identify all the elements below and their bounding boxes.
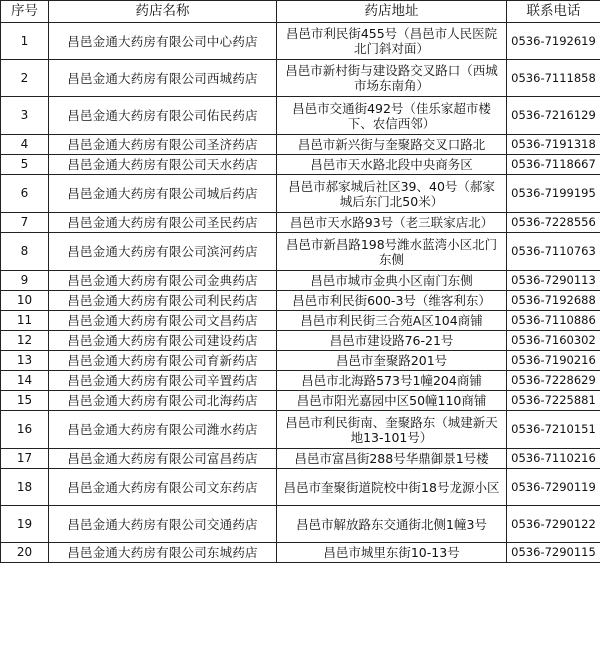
pharmacy-address: 昌邑市天水路93号（老三联家店北） <box>277 213 507 233</box>
pharmacy-name: 昌邑金通大药房有限公司东城药店 <box>49 543 277 563</box>
pharmacy-address: 昌邑市利民街三合苑A区104商铺 <box>277 311 507 331</box>
table-row <box>1 371 600 391</box>
table-row <box>1 391 600 411</box>
phone-number: 0536-7290122 <box>507 506 600 543</box>
table-row <box>1 135 600 155</box>
row-number: 2 <box>1 60 49 97</box>
row-number: 8 <box>1 233 49 271</box>
pharmacy-address: 昌邑市利民街南、奎聚路东（城建新天地13-101号） <box>277 411 507 449</box>
phone-number: 0536-7225881 <box>507 391 600 411</box>
pharmacy-name: 昌邑金通大药房有限公司圣民药店 <box>49 213 277 233</box>
pharmacy-name: 昌邑金通大药房有限公司圣济药店 <box>49 135 277 155</box>
table-row <box>1 213 600 233</box>
phone-number: 0536-7216129 <box>507 97 600 135</box>
header-no: 序号 <box>1 1 49 23</box>
table-row <box>1 291 600 311</box>
row-number: 15 <box>1 391 49 411</box>
pharmacy-address: 昌邑市天水路北段中央商务区 <box>277 155 507 175</box>
pharmacy-name: 昌邑金通大药房有限公司金典药店 <box>49 271 277 291</box>
pharmacy-name: 昌邑金通大药房有限公司辛置药店 <box>49 371 277 391</box>
phone-number: 0536-7210151 <box>507 411 600 449</box>
pharmacy-address: 昌邑市城里东街10-13号 <box>277 543 507 563</box>
row-number: 6 <box>1 175 49 213</box>
pharmacy-name: 昌邑金通大药房有限公司滨河药店 <box>49 233 277 271</box>
table-row <box>1 311 600 331</box>
row-number: 10 <box>1 291 49 311</box>
pharmacy-address: 昌邑市建设路76-21号 <box>277 331 507 351</box>
phone-number: 0536-7290113 <box>507 271 600 291</box>
header-row <box>1 1 600 23</box>
phone-number: 0536-7228556 <box>507 213 600 233</box>
pharmacy-address: 昌邑市新村街与建设路交叉路口（西城市场东南角） <box>277 60 507 97</box>
pharmacy-name: 昌邑金通大药房有限公司西城药店 <box>49 60 277 97</box>
pharmacy-name: 昌邑金通大药房有限公司佑民药店 <box>49 97 277 135</box>
phone-number: 0536-7160302 <box>507 331 600 351</box>
pharmacy-name: 昌邑金通大药房有限公司中心药店 <box>49 23 277 60</box>
pharmacy-address: 昌邑市北海路573号1幢204商铺 <box>277 371 507 391</box>
row-number: 18 <box>1 469 49 506</box>
pharmacy-address: 昌邑市利民街600-3号（维客利东） <box>277 291 507 311</box>
table-row <box>1 411 600 449</box>
table-row <box>1 351 600 371</box>
header-name: 药店名称 <box>49 1 277 23</box>
header-phone: 联系电话 <box>507 1 600 23</box>
phone-number: 0536-7192619 <box>507 23 600 60</box>
phone-number: 0536-7111858 <box>507 60 600 97</box>
row-number: 17 <box>1 449 49 469</box>
table-row <box>1 233 600 271</box>
pharmacy-address: 昌邑市城市金典小区南门东侧 <box>277 271 507 291</box>
phone-number: 0536-7290115 <box>507 543 600 563</box>
row-number: 20 <box>1 543 49 563</box>
row-number: 13 <box>1 351 49 371</box>
table-row <box>1 469 600 506</box>
pharmacy-address: 昌邑市郝家城后社区39、40号（郝家城后东门北50米） <box>277 175 507 213</box>
phone-number: 0536-7110216 <box>507 449 600 469</box>
pharmacy-name: 昌邑金通大药房有限公司潍水药店 <box>49 411 277 449</box>
row-number: 19 <box>1 506 49 543</box>
phone-number: 0536-7110886 <box>507 311 600 331</box>
table-row <box>1 155 600 175</box>
pharmacy-address: 昌邑市利民街455号（昌邑市人民医院北门斜对面） <box>277 23 507 60</box>
pharmacy-address: 昌邑市阳光嘉园中区50幢110商铺 <box>277 391 507 411</box>
row-number: 4 <box>1 135 49 155</box>
phone-number: 0536-7192688 <box>507 291 600 311</box>
pharmacy-name: 昌邑金通大药房有限公司天水药店 <box>49 155 277 175</box>
table-body <box>1 23 600 563</box>
pharmacy-name: 昌邑金通大药房有限公司文昌药店 <box>49 311 277 331</box>
row-number: 3 <box>1 97 49 135</box>
table-row <box>1 449 600 469</box>
pharmacy-name: 昌邑金通大药房有限公司利民药店 <box>49 291 277 311</box>
pharmacy-name: 昌邑金通大药房有限公司富昌药店 <box>49 449 277 469</box>
table-row <box>1 175 600 213</box>
pharmacy-address: 昌邑市新兴街与奎聚路交叉口路北 <box>277 135 507 155</box>
row-number: 7 <box>1 213 49 233</box>
header-address: 药店地址 <box>277 1 507 23</box>
pharmacy-address: 昌邑市新昌路198号潍水蓝湾小区北门东侧 <box>277 233 507 271</box>
row-number: 9 <box>1 271 49 291</box>
phone-number: 0536-7191318 <box>507 135 600 155</box>
pharmacy-address: 昌邑市解放路东交通街北侧1幢3号 <box>277 506 507 543</box>
table-row <box>1 331 600 351</box>
table-row <box>1 543 600 563</box>
table-row <box>1 60 600 97</box>
pharmacy-name: 昌邑金通大药房有限公司建设药店 <box>49 331 277 351</box>
pharmacy-name: 昌邑金通大药房有限公司文东药店 <box>49 469 277 506</box>
phone-number: 0536-7199195 <box>507 175 600 213</box>
pharmacy-name: 昌邑金通大药房有限公司育新药店 <box>49 351 277 371</box>
table-row <box>1 23 600 60</box>
phone-number: 0536-7110763 <box>507 233 600 271</box>
phone-number: 0536-7228629 <box>507 371 600 391</box>
pharmacy-address: 昌邑市奎聚街道院校中街18号龙源小区 <box>277 469 507 506</box>
phone-number: 0536-7118667 <box>507 155 600 175</box>
table-row <box>1 506 600 543</box>
phone-number: 0536-7190216 <box>507 351 600 371</box>
row-number: 14 <box>1 371 49 391</box>
phone-number: 0536-7290119 <box>507 469 600 506</box>
row-number: 1 <box>1 23 49 60</box>
row-number: 16 <box>1 411 49 449</box>
pharmacy-name: 昌邑金通大药房有限公司城后药店 <box>49 175 277 213</box>
pharmacy-address: 昌邑市富昌街288号华鼎御景1号楼 <box>277 449 507 469</box>
pharmacy-name: 昌邑金通大药房有限公司交通药店 <box>49 506 277 543</box>
row-number: 11 <box>1 311 49 331</box>
table-row <box>1 97 600 135</box>
row-number: 5 <box>1 155 49 175</box>
pharmacy-name: 昌邑金通大药房有限公司北海药店 <box>49 391 277 411</box>
pharmacy-address: 昌邑市交通街492号（佳乐家超市楼下、农信西邻） <box>277 97 507 135</box>
pharmacy-address: 昌邑市奎聚路201号 <box>277 351 507 371</box>
table-row <box>1 271 600 291</box>
row-number: 12 <box>1 331 49 351</box>
